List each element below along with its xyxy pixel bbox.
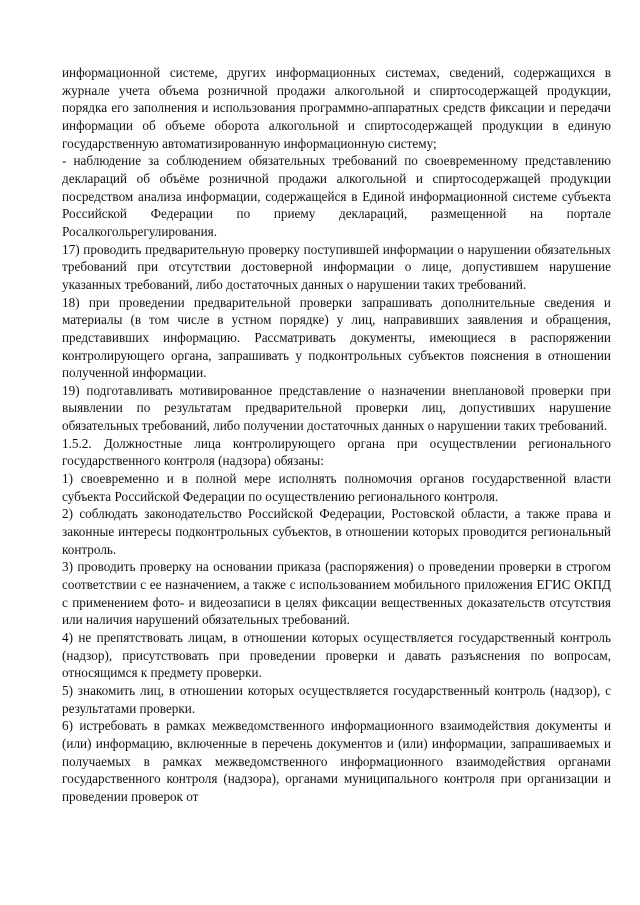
paragraph-duty-3: 3) проводить проверку на основании приказа (распоряжения) о проведении проверки в строгом соответствии с ее назначением, а также с использованием мобильного приложения ЕГИС ОКПД с применением фото- и видеозаписи в целях фиксации вещественных доказательств отсутствия или наличия нарушений обязательных требований. bbox=[62, 559, 611, 628]
paragraph-section-1-5-2: 1.5.2. Должностные лица контролирующего органа при осуществлении регионального государственного контроля (надзора) обязаны: bbox=[62, 435, 611, 469]
paragraph-item-17: 17) проводить предварительную проверку поступившей информации о нарушении обязательных требований при отсутствии достоверной информации о лице, допустившем нарушение указанных требований, либо достаточных данных о нарушении таких требований. bbox=[62, 241, 611, 292]
paragraph-continuation: информационной системе, других информационных системах, сведений, содержащихся в журнале учета объема розничной продажи алкогольной и спиртосодержащей продукции, порядка его заполнения и использования программно-аппаратных средств фиксации и передачи информации об объеме оборота алкогольной и спиртосодержащей продукции в единую государственную автоматизированную информационную систему; bbox=[62, 65, 611, 151]
paragraph-duty-6: 6) истребовать в рамках межведомственного информационного взаимодействия документы и (или) информацию, включенные в перечень документов и (или) информации, запрашиваемых и получаемых в рамках межведомственного информационного взаимодействия органами государственного контроля (надзора), органами муниципального контроля при организации и проведении проверок от bbox=[62, 718, 611, 804]
paragraph-duty-1: 1) своевременно и в полной мере исполнять полномочия органов государственной власти субъекта Российской Федерации по осуществлению регионального контроля. bbox=[62, 471, 611, 504]
paragraph-duty-2: 2) соблюдать законодательство Российской Федерации, Ростовской области, а также права и законные интересы подконтрольных субъектов, в отношении которых проводится региональный контроль. bbox=[62, 506, 611, 557]
paragraph-item-18: 18) при проведении предварительной проверки запрашивать дополнительные сведения и материалы (в том числе в устном порядке) у лиц, направивших заявления и обращения, представивших информацию. Рассматривать документы, имеющиеся в распоряжении контролирующего органа, запрашивать у подконтрольных субъектов пояснения в отношении полученной информации. bbox=[62, 294, 611, 381]
paragraph-declarations-monitoring: - наблюдение за соблюдением обязательных требований по своевременному представлению деклараций об объёме розничной продажи алкогольной и спиртосодержащей продукции посредством анализа информации, содержащейся в Единой информационной системе субъекта Российской Федерации по приему деклараций, размещенной на портале Росалкогольрегулирования. bbox=[62, 153, 611, 239]
paragraph-item-19: 19) подготавливать мотивированное представление о назначении внеплановой проверки при выявлении по результатам предварительной проверки лиц, допустивших нарушение обязательных требований, либо получении достаточных данных о нарушении таких требований. bbox=[62, 382, 611, 434]
paragraph-duty-5: 5) знакомить лиц, в отношении которых осуществляется государственный контроль (надзор), с результатами проверки. bbox=[62, 682, 611, 716]
paragraph-duty-4: 4) не препятствовать лицам, в отношении которых осуществляется государственный контроль (надзор), присутствовать при проведении проверки и давать разъяснения по вопросам, относящимся к предмету проверки. bbox=[62, 630, 611, 681]
document-page bbox=[62, 64, 611, 806]
